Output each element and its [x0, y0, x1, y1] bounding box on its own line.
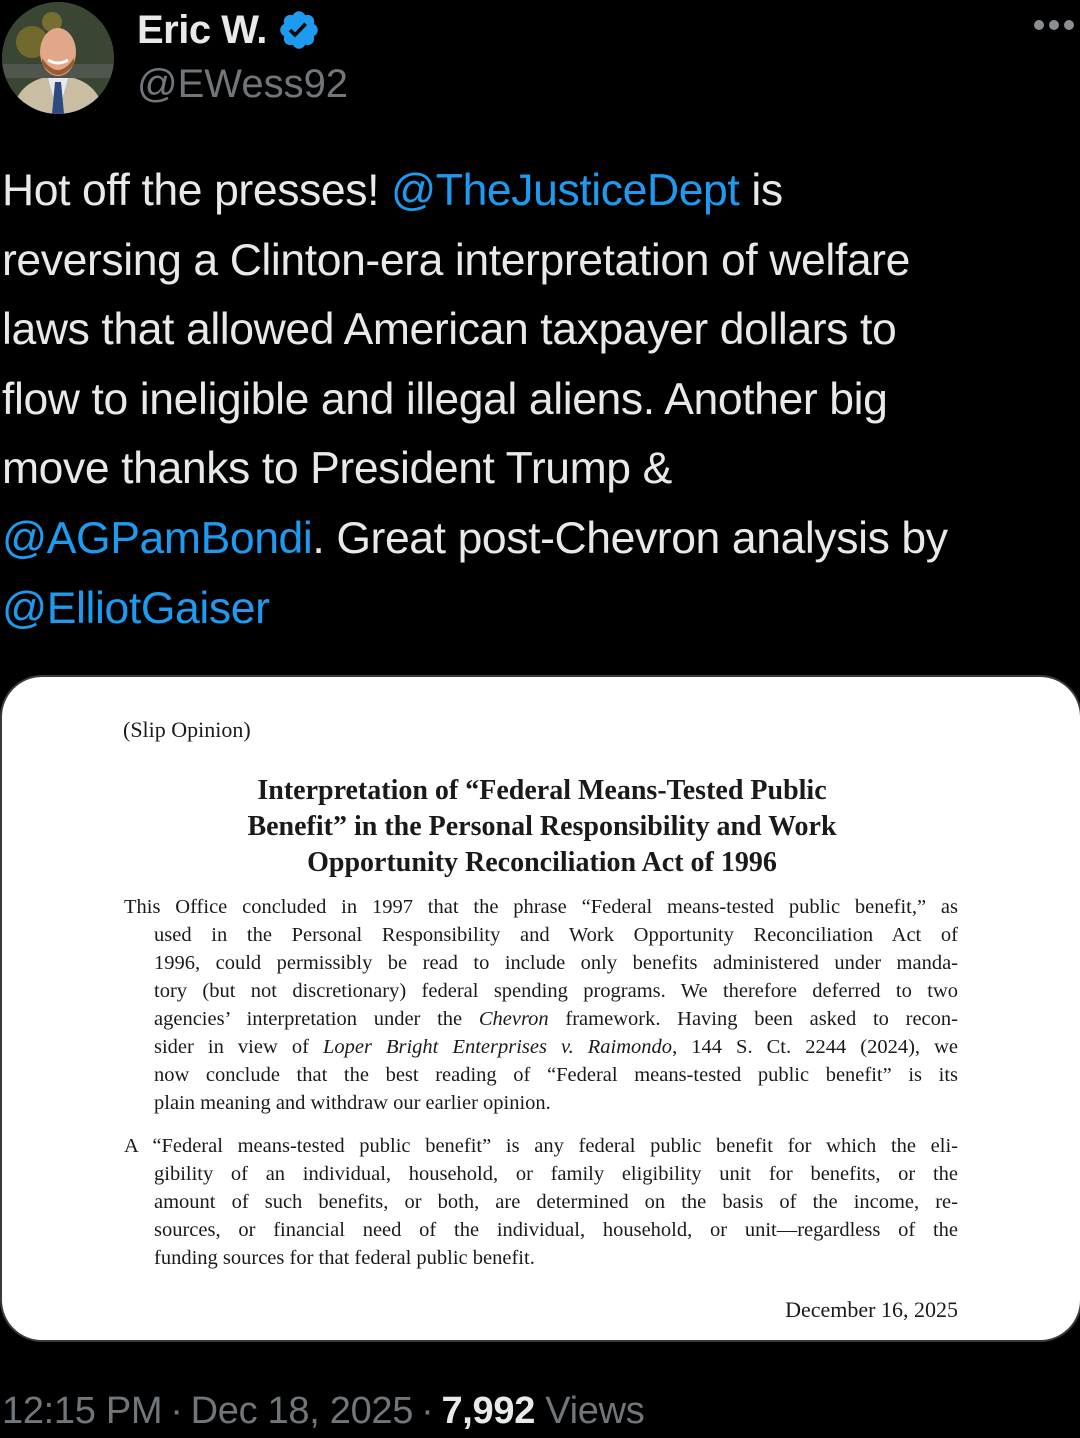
more-horizontal-icon: [1049, 20, 1059, 30]
paragraph-line: [124, 1033, 958, 1061]
document-date: December 16, 2025: [785, 1297, 958, 1322]
avatar[interactable]: [2, 2, 114, 114]
post-date[interactable]: Dec 18, 2025: [190, 1390, 414, 1432]
document-title-line: Interpretation of “Federal Means-Tested Public: [257, 775, 827, 806]
tweet-header: [0, 0, 1080, 130]
slip-opinion-label: (Slip Opinion): [123, 717, 251, 742]
tweet-metadata: [2, 1390, 644, 1433]
author-handle[interactable]: @EWess92: [137, 62, 349, 106]
post-time[interactable]: 12:15 PM: [2, 1390, 163, 1432]
case-name: Loper Bright Enterprises v. Raimondo: [322, 1036, 673, 1058]
paragraph-text: framework. Having been asked to recon-: [548, 1008, 958, 1030]
paragraph-text: sider in view of: [154, 1036, 323, 1058]
paragraph-line: gibility of an individual, household, or family eligibility unit for benefits, or the: [154, 1163, 958, 1185]
document-title-line: Opportunity Reconciliation Act of 1996: [307, 847, 777, 878]
mention-link[interactable]: @AGPamBondi: [2, 513, 313, 563]
more-options-button[interactable]: [1034, 20, 1074, 30]
profile-photo-icon: [2, 2, 114, 114]
tweet-text: is: [739, 166, 783, 215]
tweet-line: move thanks to President Trump &: [2, 444, 672, 494]
attached-document-image[interactable]: [2, 677, 1080, 1340]
document-summary-paragraph: [124, 893, 958, 1117]
author-name-row: [137, 4, 321, 56]
tweet-line: [2, 574, 1077, 644]
case-name: Chevron: [478, 1008, 549, 1030]
tweet-line: [2, 504, 1077, 574]
document-title: [122, 773, 962, 881]
paragraph-line: This Office concluded in 1997 that the phrase “Federal means-tested public benefit,” as: [124, 896, 958, 918]
paragraph-text: agencies’ interpretation under the: [154, 1008, 479, 1030]
separator: ·: [170, 1390, 183, 1432]
mention-link[interactable]: @TheJusticeDept: [391, 166, 740, 215]
document-definition-paragraph: [124, 1132, 958, 1272]
mention-link[interactable]: @ElliotGaiser: [2, 583, 270, 633]
paragraph-line: sources, or financial need of the individual, household, or unit—regardless of the: [154, 1219, 958, 1241]
paragraph-line: amount of such benefits, or both, are determined on the basis of the income, re-: [154, 1191, 958, 1213]
paragraph-line: tory (but not discretionary) federal spending programs. We therefore deferred to two: [154, 980, 958, 1002]
paragraph-line: 1996, could permissibly be read to include only benefits administered under manda-: [154, 952, 958, 974]
paragraph-text: , 144 S. Ct. 2244 (2024), we: [672, 1036, 958, 1058]
tweet-line: [2, 156, 1077, 226]
views-label: Views: [545, 1390, 645, 1432]
more-horizontal-icon: [1034, 20, 1044, 30]
document-title-line: Benefit” in the Personal Responsibility and Work: [247, 811, 837, 842]
separator: ·: [421, 1390, 434, 1432]
tweet-line: reversing a Clinton-era interpretation of welfare: [2, 235, 910, 285]
tweet-line: laws that allowed American taxpayer dollars to: [2, 305, 897, 355]
tweet-body: [2, 156, 1077, 643]
paragraph-line: A “Federal means-tested public benefit” is any federal public benefit for which the eli-: [124, 1135, 958, 1157]
verified-badge-icon: [277, 8, 321, 52]
paragraph-line: used in the Personal Responsibility and Work Opportunity Reconciliation Act of: [154, 924, 958, 946]
tweet-text: Hot off the presses!: [2, 166, 392, 215]
author-display-name[interactable]: Eric W.: [137, 7, 267, 52]
tweet-line: flow to ineligible and illegal aliens. Another big: [2, 374, 888, 424]
more-horizontal-icon: [1064, 20, 1074, 30]
paragraph-line: [124, 1005, 958, 1033]
paragraph-line: funding sources for that federal public benefit.: [154, 1247, 535, 1269]
views-count[interactable]: 7,992: [441, 1390, 536, 1432]
paragraph-line: now conclude that the best reading of “Federal means-tested public benefit” is its: [154, 1064, 958, 1086]
tweet-text: . Great post-Chevron analysis by: [312, 513, 948, 563]
paragraph-line: plain meaning and withdraw our earlier opinion.: [154, 1092, 551, 1114]
